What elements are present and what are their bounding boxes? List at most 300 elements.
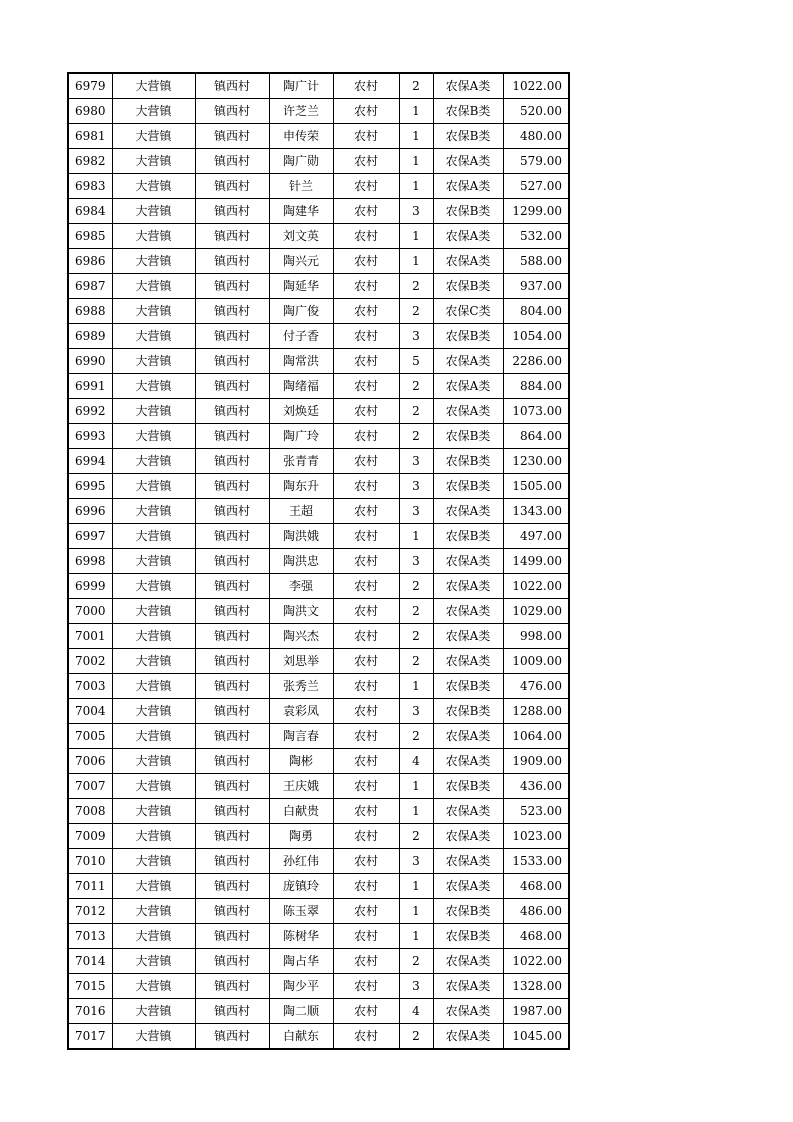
table-row xyxy=(68,299,569,324)
cell-town: 大营镇 xyxy=(112,324,195,349)
table-row xyxy=(68,799,569,824)
cell-amount: 476.00 xyxy=(503,674,569,699)
cell-family-size: 2 xyxy=(399,274,433,299)
cell-name: 陶彬 xyxy=(269,749,333,774)
cell-amount: 520.00 xyxy=(503,99,569,124)
table-row xyxy=(68,624,569,649)
cell-name: 陶占华 xyxy=(269,949,333,974)
cell-village: 镇西村 xyxy=(195,99,269,124)
table-row xyxy=(68,124,569,149)
cell-household-type: 农村 xyxy=(333,73,399,99)
cell-village: 镇西村 xyxy=(195,449,269,474)
cell-town: 大营镇 xyxy=(112,624,195,649)
cell-town: 大营镇 xyxy=(112,899,195,924)
cell-insurance-category: 农保A类 xyxy=(433,349,503,374)
cell-name: 张青青 xyxy=(269,449,333,474)
cell-record-id: 7009 xyxy=(68,824,112,849)
cell-family-size: 1 xyxy=(399,799,433,824)
cell-record-id: 6980 xyxy=(68,99,112,124)
cell-name: 陶二顺 xyxy=(269,999,333,1024)
cell-name: 许芝兰 xyxy=(269,99,333,124)
cell-name: 陶勇 xyxy=(269,824,333,849)
table-row xyxy=(68,774,569,799)
cell-village: 镇西村 xyxy=(195,524,269,549)
cell-record-id: 6983 xyxy=(68,174,112,199)
cell-village: 镇西村 xyxy=(195,624,269,649)
table-row xyxy=(68,199,569,224)
cell-name: 陶洪文 xyxy=(269,599,333,624)
cell-name: 陶少平 xyxy=(269,974,333,999)
cell-name: 陶洪娥 xyxy=(269,524,333,549)
cell-name: 刘文英 xyxy=(269,224,333,249)
cell-family-size: 2 xyxy=(399,424,433,449)
cell-insurance-category: 农保B类 xyxy=(433,674,503,699)
cell-amount: 884.00 xyxy=(503,374,569,399)
cell-household-type: 农村 xyxy=(333,474,399,499)
cell-amount: 864.00 xyxy=(503,424,569,449)
cell-family-size: 2 xyxy=(399,624,433,649)
cell-amount: 1533.00 xyxy=(503,849,569,874)
table-row xyxy=(68,949,569,974)
cell-village: 镇西村 xyxy=(195,73,269,99)
cell-village: 镇西村 xyxy=(195,699,269,724)
cell-name: 付子香 xyxy=(269,324,333,349)
cell-household-type: 农村 xyxy=(333,549,399,574)
cell-family-size: 2 xyxy=(399,724,433,749)
cell-village: 镇西村 xyxy=(195,899,269,924)
cell-record-id: 6984 xyxy=(68,199,112,224)
table-row xyxy=(68,899,569,924)
cell-amount: 1023.00 xyxy=(503,824,569,849)
cell-village: 镇西村 xyxy=(195,599,269,624)
cell-village: 镇西村 xyxy=(195,349,269,374)
cell-household-type: 农村 xyxy=(333,624,399,649)
cell-village: 镇西村 xyxy=(195,874,269,899)
cell-insurance-category: 农保A类 xyxy=(433,1024,503,1050)
cell-town: 大营镇 xyxy=(112,974,195,999)
cell-family-size: 1 xyxy=(399,674,433,699)
cell-amount: 579.00 xyxy=(503,149,569,174)
table-row xyxy=(68,674,569,699)
cell-amount: 527.00 xyxy=(503,174,569,199)
cell-village: 镇西村 xyxy=(195,774,269,799)
table-row xyxy=(68,599,569,624)
cell-amount: 1022.00 xyxy=(503,73,569,99)
cell-insurance-category: 农保A类 xyxy=(433,824,503,849)
cell-village: 镇西村 xyxy=(195,124,269,149)
cell-town: 大营镇 xyxy=(112,1024,195,1050)
cell-town: 大营镇 xyxy=(112,574,195,599)
cell-amount: 468.00 xyxy=(503,874,569,899)
cell-amount: 1343.00 xyxy=(503,499,569,524)
cell-record-id: 6998 xyxy=(68,549,112,574)
cell-family-size: 2 xyxy=(399,574,433,599)
table-row xyxy=(68,924,569,949)
cell-household-type: 农村 xyxy=(333,799,399,824)
cell-record-id: 7016 xyxy=(68,999,112,1024)
cell-household-type: 农村 xyxy=(333,249,399,274)
cell-amount: 486.00 xyxy=(503,899,569,924)
cell-name: 陶言春 xyxy=(269,724,333,749)
cell-name: 刘焕廷 xyxy=(269,399,333,424)
cell-family-size: 4 xyxy=(399,999,433,1024)
cell-village: 镇西村 xyxy=(195,224,269,249)
cell-household-type: 农村 xyxy=(333,699,399,724)
cell-village: 镇西村 xyxy=(195,374,269,399)
cell-amount: 1328.00 xyxy=(503,974,569,999)
cell-village: 镇西村 xyxy=(195,824,269,849)
cell-name: 王超 xyxy=(269,499,333,524)
cell-household-type: 农村 xyxy=(333,899,399,924)
table-row xyxy=(68,824,569,849)
cell-insurance-category: 农保B类 xyxy=(433,774,503,799)
cell-family-size: 1 xyxy=(399,174,433,199)
cell-family-size: 1 xyxy=(399,249,433,274)
cell-village: 镇西村 xyxy=(195,799,269,824)
cell-name: 白献东 xyxy=(269,1024,333,1050)
cell-record-id: 6989 xyxy=(68,324,112,349)
cell-amount: 937.00 xyxy=(503,274,569,299)
cell-village: 镇西村 xyxy=(195,274,269,299)
cell-household-type: 农村 xyxy=(333,524,399,549)
cell-record-id: 7014 xyxy=(68,949,112,974)
table-row xyxy=(68,1024,569,1050)
cell-name: 刘思举 xyxy=(269,649,333,674)
cell-insurance-category: 农保A类 xyxy=(433,174,503,199)
cell-town: 大营镇 xyxy=(112,199,195,224)
cell-household-type: 农村 xyxy=(333,949,399,974)
cell-record-id: 6993 xyxy=(68,424,112,449)
cell-amount: 1054.00 xyxy=(503,324,569,349)
cell-insurance-category: 农保A类 xyxy=(433,999,503,1024)
cell-amount: 532.00 xyxy=(503,224,569,249)
cell-village: 镇西村 xyxy=(195,749,269,774)
cell-record-id: 6994 xyxy=(68,449,112,474)
cell-name: 陶延华 xyxy=(269,274,333,299)
cell-village: 镇西村 xyxy=(195,424,269,449)
cell-insurance-category: 农保A类 xyxy=(433,549,503,574)
cell-town: 大营镇 xyxy=(112,524,195,549)
cell-household-type: 农村 xyxy=(333,324,399,349)
cell-village: 镇西村 xyxy=(195,199,269,224)
cell-village: 镇西村 xyxy=(195,574,269,599)
cell-insurance-category: 农保A类 xyxy=(433,799,503,824)
cell-name: 陶兴元 xyxy=(269,249,333,274)
cell-town: 大营镇 xyxy=(112,174,195,199)
cell-insurance-category: 农保B类 xyxy=(433,99,503,124)
cell-town: 大营镇 xyxy=(112,724,195,749)
cell-record-id: 6996 xyxy=(68,499,112,524)
cell-household-type: 农村 xyxy=(333,449,399,474)
cell-family-size: 3 xyxy=(399,499,433,524)
cell-record-id: 7007 xyxy=(68,774,112,799)
cell-village: 镇西村 xyxy=(195,924,269,949)
cell-name: 陶常洪 xyxy=(269,349,333,374)
cell-insurance-category: 农保B类 xyxy=(433,199,503,224)
cell-name: 陈树华 xyxy=(269,924,333,949)
cell-name: 陶兴杰 xyxy=(269,624,333,649)
table-row xyxy=(68,974,569,999)
table-row xyxy=(68,999,569,1024)
table-row xyxy=(68,349,569,374)
cell-record-id: 6990 xyxy=(68,349,112,374)
cell-village: 镇西村 xyxy=(195,674,269,699)
cell-family-size: 2 xyxy=(399,1024,433,1050)
cell-record-id: 6991 xyxy=(68,374,112,399)
table-row xyxy=(68,174,569,199)
cell-name: 王庆娥 xyxy=(269,774,333,799)
cell-town: 大营镇 xyxy=(112,649,195,674)
table-row xyxy=(68,524,569,549)
cell-household-type: 农村 xyxy=(333,849,399,874)
cell-record-id: 7013 xyxy=(68,924,112,949)
cell-town: 大营镇 xyxy=(112,374,195,399)
cell-name: 庞镇玲 xyxy=(269,874,333,899)
cell-insurance-category: 农保A类 xyxy=(433,849,503,874)
cell-insurance-category: 农保A类 xyxy=(433,874,503,899)
table-row xyxy=(68,849,569,874)
cell-family-size: 3 xyxy=(399,974,433,999)
cell-family-size: 3 xyxy=(399,449,433,474)
cell-insurance-category: 农保A类 xyxy=(433,249,503,274)
cell-insurance-category: 农保A类 xyxy=(433,974,503,999)
cell-town: 大营镇 xyxy=(112,424,195,449)
cell-family-size: 1 xyxy=(399,224,433,249)
cell-name: 袁彩凤 xyxy=(269,699,333,724)
cell-household-type: 农村 xyxy=(333,974,399,999)
cell-family-size: 1 xyxy=(399,924,433,949)
cell-town: 大营镇 xyxy=(112,749,195,774)
cell-record-id: 6982 xyxy=(68,149,112,174)
cell-family-size: 2 xyxy=(399,824,433,849)
cell-family-size: 3 xyxy=(399,324,433,349)
cell-record-id: 7004 xyxy=(68,699,112,724)
cell-amount: 1299.00 xyxy=(503,199,569,224)
cell-insurance-category: 农保A类 xyxy=(433,624,503,649)
cell-amount: 998.00 xyxy=(503,624,569,649)
cell-town: 大营镇 xyxy=(112,224,195,249)
cell-amount: 497.00 xyxy=(503,524,569,549)
table-row xyxy=(68,249,569,274)
cell-record-id: 7008 xyxy=(68,799,112,824)
cell-family-size: 3 xyxy=(399,849,433,874)
cell-town: 大营镇 xyxy=(112,599,195,624)
cell-town: 大营镇 xyxy=(112,874,195,899)
cell-name: 陶广计 xyxy=(269,73,333,99)
cell-amount: 1022.00 xyxy=(503,574,569,599)
cell-town: 大营镇 xyxy=(112,999,195,1024)
cell-amount: 436.00 xyxy=(503,774,569,799)
cell-record-id: 6981 xyxy=(68,124,112,149)
cell-household-type: 农村 xyxy=(333,599,399,624)
cell-household-type: 农村 xyxy=(333,774,399,799)
cell-village: 镇西村 xyxy=(195,299,269,324)
cell-name: 白献贵 xyxy=(269,799,333,824)
cell-name: 陶广勋 xyxy=(269,149,333,174)
cell-family-size: 1 xyxy=(399,524,433,549)
cell-amount: 1505.00 xyxy=(503,474,569,499)
cell-town: 大营镇 xyxy=(112,949,195,974)
cell-record-id: 6995 xyxy=(68,474,112,499)
table-row xyxy=(68,724,569,749)
cell-village: 镇西村 xyxy=(195,724,269,749)
cell-town: 大营镇 xyxy=(112,799,195,824)
cell-name: 陶建华 xyxy=(269,199,333,224)
cell-family-size: 3 xyxy=(399,699,433,724)
cell-town: 大营镇 xyxy=(112,299,195,324)
cell-insurance-category: 农保A类 xyxy=(433,574,503,599)
cell-village: 镇西村 xyxy=(195,549,269,574)
cell-amount: 1288.00 xyxy=(503,699,569,724)
cell-record-id: 6988 xyxy=(68,299,112,324)
records-table xyxy=(67,72,570,1050)
cell-household-type: 农村 xyxy=(333,274,399,299)
cell-record-id: 7012 xyxy=(68,899,112,924)
cell-town: 大营镇 xyxy=(112,499,195,524)
cell-insurance-category: 农保B类 xyxy=(433,524,503,549)
cell-amount: 588.00 xyxy=(503,249,569,274)
cell-insurance-category: 农保A类 xyxy=(433,73,503,99)
cell-record-id: 6987 xyxy=(68,274,112,299)
cell-name: 陶洪忠 xyxy=(269,549,333,574)
table-row xyxy=(68,549,569,574)
cell-town: 大营镇 xyxy=(112,249,195,274)
cell-amount: 1987.00 xyxy=(503,999,569,1024)
cell-household-type: 农村 xyxy=(333,224,399,249)
cell-insurance-category: 农保B类 xyxy=(433,449,503,474)
cell-name: 张秀兰 xyxy=(269,674,333,699)
cell-household-type: 农村 xyxy=(333,874,399,899)
cell-town: 大营镇 xyxy=(112,449,195,474)
cell-name: 陶广玲 xyxy=(269,424,333,449)
table-row xyxy=(68,424,569,449)
cell-amount: 1230.00 xyxy=(503,449,569,474)
cell-village: 镇西村 xyxy=(195,1024,269,1050)
cell-household-type: 农村 xyxy=(333,749,399,774)
cell-household-type: 农村 xyxy=(333,299,399,324)
cell-record-id: 7001 xyxy=(68,624,112,649)
cell-insurance-category: 农保B类 xyxy=(433,474,503,499)
cell-town: 大营镇 xyxy=(112,149,195,174)
cell-insurance-category: 农保B类 xyxy=(433,124,503,149)
table-row xyxy=(68,574,569,599)
cell-name: 李强 xyxy=(269,574,333,599)
cell-town: 大营镇 xyxy=(112,774,195,799)
cell-insurance-category: 农保B类 xyxy=(433,924,503,949)
cell-village: 镇西村 xyxy=(195,974,269,999)
cell-village: 镇西村 xyxy=(195,249,269,274)
cell-name: 陶广俊 xyxy=(269,299,333,324)
cell-amount: 1064.00 xyxy=(503,724,569,749)
cell-insurance-category: 农保A类 xyxy=(433,499,503,524)
cell-village: 镇西村 xyxy=(195,499,269,524)
cell-village: 镇西村 xyxy=(195,324,269,349)
cell-household-type: 农村 xyxy=(333,124,399,149)
cell-family-size: 2 xyxy=(399,599,433,624)
cell-insurance-category: 农保A类 xyxy=(433,749,503,774)
table-row xyxy=(68,399,569,424)
cell-family-size: 3 xyxy=(399,199,433,224)
cell-town: 大营镇 xyxy=(112,474,195,499)
cell-insurance-category: 农保A类 xyxy=(433,649,503,674)
cell-town: 大营镇 xyxy=(112,73,195,99)
cell-record-id: 7003 xyxy=(68,674,112,699)
cell-village: 镇西村 xyxy=(195,949,269,974)
cell-household-type: 农村 xyxy=(333,174,399,199)
cell-record-id: 6997 xyxy=(68,524,112,549)
cell-village: 镇西村 xyxy=(195,649,269,674)
cell-insurance-category: 农保B类 xyxy=(433,699,503,724)
cell-family-size: 2 xyxy=(399,73,433,99)
cell-amount: 480.00 xyxy=(503,124,569,149)
cell-insurance-category: 农保A类 xyxy=(433,724,503,749)
cell-household-type: 农村 xyxy=(333,399,399,424)
cell-household-type: 农村 xyxy=(333,999,399,1024)
cell-household-type: 农村 xyxy=(333,574,399,599)
cell-town: 大营镇 xyxy=(112,924,195,949)
cell-household-type: 农村 xyxy=(333,674,399,699)
cell-amount: 804.00 xyxy=(503,299,569,324)
cell-record-id: 7006 xyxy=(68,749,112,774)
cell-amount: 1499.00 xyxy=(503,549,569,574)
cell-town: 大营镇 xyxy=(112,849,195,874)
cell-household-type: 农村 xyxy=(333,924,399,949)
cell-insurance-category: 农保A类 xyxy=(433,399,503,424)
cell-household-type: 农村 xyxy=(333,149,399,174)
cell-amount: 1045.00 xyxy=(503,1024,569,1050)
cell-record-id: 6999 xyxy=(68,574,112,599)
cell-household-type: 农村 xyxy=(333,424,399,449)
cell-insurance-category: 农保A类 xyxy=(433,149,503,174)
cell-village: 镇西村 xyxy=(195,849,269,874)
table-row xyxy=(68,749,569,774)
cell-town: 大营镇 xyxy=(112,349,195,374)
cell-name: 孙红伟 xyxy=(269,849,333,874)
cell-household-type: 农村 xyxy=(333,349,399,374)
table-row xyxy=(68,699,569,724)
table-row xyxy=(68,499,569,524)
cell-household-type: 农村 xyxy=(333,99,399,124)
cell-family-size: 1 xyxy=(399,899,433,924)
cell-village: 镇西村 xyxy=(195,399,269,424)
cell-name: 针兰 xyxy=(269,174,333,199)
cell-record-id: 7017 xyxy=(68,1024,112,1050)
cell-family-size: 2 xyxy=(399,374,433,399)
cell-household-type: 农村 xyxy=(333,649,399,674)
cell-village: 镇西村 xyxy=(195,149,269,174)
cell-record-id: 7011 xyxy=(68,874,112,899)
cell-town: 大营镇 xyxy=(112,274,195,299)
table-row xyxy=(68,73,569,99)
table-row xyxy=(68,449,569,474)
table-row xyxy=(68,324,569,349)
cell-amount: 1009.00 xyxy=(503,649,569,674)
cell-record-id: 7010 xyxy=(68,849,112,874)
cell-insurance-category: 农保A类 xyxy=(433,949,503,974)
cell-town: 大营镇 xyxy=(112,699,195,724)
cell-family-size: 3 xyxy=(399,474,433,499)
cell-household-type: 农村 xyxy=(333,1024,399,1050)
table-row xyxy=(68,99,569,124)
table-row xyxy=(68,149,569,174)
cell-family-size: 1 xyxy=(399,874,433,899)
cell-amount: 1073.00 xyxy=(503,399,569,424)
cell-name: 陈玉翠 xyxy=(269,899,333,924)
cell-household-type: 农村 xyxy=(333,499,399,524)
cell-town: 大营镇 xyxy=(112,549,195,574)
table-row xyxy=(68,224,569,249)
cell-name: 陶绪福 xyxy=(269,374,333,399)
